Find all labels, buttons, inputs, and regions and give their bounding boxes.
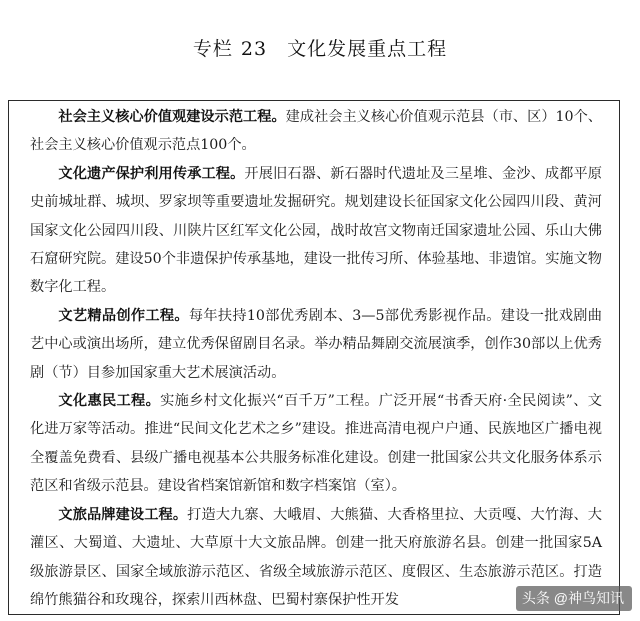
column-title: 文化发展重点工程 [287,38,448,60]
content-body [30,103,602,614]
section-heading: 社会主义核心价值观建设示范工程。 [58,109,286,125]
section-heading: 文艺精品创作工程。 [58,307,189,324]
column-prefix: 专栏 [192,38,233,60]
section-heritage [30,160,602,302]
section-body: 打造大九寨、大峨眉、大熊猫、大香格里拉、大贡嘎、大竹海、大灌区、大蜀道、大遗址、大草原十大文旅品牌。创建一批天府旅游名县。创建一批国家5A级旅游景区、国家全域旅游示范区、省级全域旅游示范区、度假区、生态旅游示范区。打造绵竹熊猫谷和玫瑰谷，探索川西林盘、巴蜀村寨保护性开发 [30,506,602,608]
column-number: 23 [240,38,268,60]
page-title [0,34,640,61]
section-public-culture [30,387,602,501]
section-body: 建成社会主义核心价值观示范县（市、区）10个、社会主义核心价值观示范点100个。 [30,109,602,154]
section-core-values [30,103,602,160]
section-heading: 文化遗产保护利用传承工程。 [58,165,245,182]
section-heading: 文化惠民工程。 [58,393,161,410]
watermark: 头条 @神鸟知讯 [516,586,632,611]
section-body: 实施乡村文化振兴“百千万”工程。广泛开展“书香天府·全民阅读”、文化进万家等活动。推进“民间文化艺术之乡”建设。推进高清电视户户通、民族地区广播电视全覆盖免费看、县级广播电视基本公共服务标准化建设。创建一批国家公共文化服务体系示范区和省级示范县。建设省档案馆新馆和数字档案馆（室）。 [30,393,602,495]
section-art-works [30,302,602,387]
section-heading: 文旅品牌建设工程。 [58,506,188,523]
section-body: 每年扶持10部优秀剧本、3—5部优秀影视作品。建设一批戏剧曲艺中心或演出场所，建立优秀保留剧目名录。举办精品舞剧交流展演季，创作30部以上优秀剧（节）目参加国家重大艺术展演活动。 [30,307,602,381]
section-body: 开展旧石器、新石器时代遗址及三星堆、金沙、成都平原史前城址群、城坝、罗家坝等重要遗址发掘研究。规划建设长征国家文化公园四川段、黄河国家文化公园四川段、川陕片区红军文化公园，战时故宫文物南迁国家遗址公园、乐山大佛石窟研究院。建设50个非遗保护传承基地，建设一批传习所、体验基地、非遗馆。实施文物数字化工程。 [30,165,602,296]
